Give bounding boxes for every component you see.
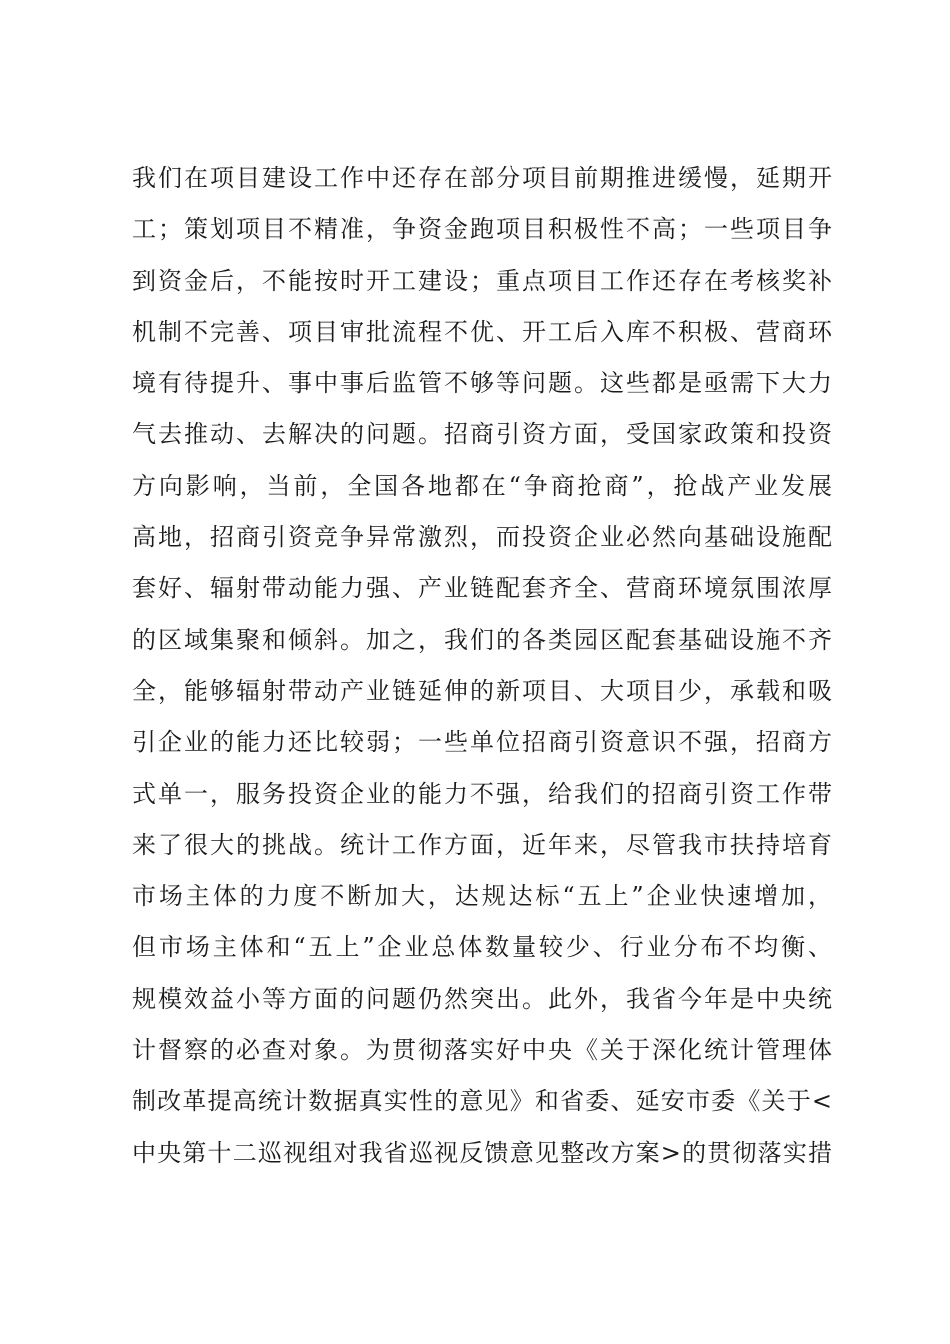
text-line-3: 到资金后，不能按时开工建设；重点项目工作还存在考核奖补 <box>132 266 832 295</box>
text-line-2: 工；策划项目不精准，争资金跑项目积极性不高；一些项目争 <box>132 215 832 244</box>
text-line-10: 的区域集聚和倾斜。加之，我们的各类园区配套基础设施不齐 <box>132 625 832 654</box>
text-line-8: 高地，招商引资竞争异常激烈，而投资企业必然向基础设施配 <box>132 523 832 552</box>
text-line-20: 中央第十二巡视组对我省巡视反馈意见整改方案>的贯彻落实措 <box>132 1138 832 1167</box>
text-line-14: 来了很大的挑战。统计工作方面，近年来，尽管我市扶持培育 <box>132 830 832 859</box>
text-line-17: 规模效益小等方面的问题仍然突出。此外，我省今年是中央统 <box>132 984 832 1013</box>
text-line-16: 但市场主体和“五上”企业总体数量较少、行业分布不均衡、 <box>132 933 832 962</box>
text-line-5: 境有待提升、事中事后监管不够等问题。这些都是亟需下大力 <box>132 369 832 398</box>
text-line-7: 方向影响，当前，全国各地都在“争商抢商”，抢战产业发展 <box>132 471 832 500</box>
text-line-9: 套好、辐射带动能力强、产业链配套齐全、营商环境氛围浓厚 <box>132 574 832 603</box>
text-line-1: 我们在项目建设工作中还存在部分项目前期推进缓慢，延期开 <box>132 164 832 192</box>
text-line-19: 制改革提高统计数据真实性的意见》和省委、延安市委《关于< <box>132 1087 832 1116</box>
text-line-11: 全，能够辐射带动产业链延伸的新项目、大项目少，承载和吸 <box>132 676 832 705</box>
text-line-4: 机制不完善、项目审批流程不优、开工后入库不积极、营商环 <box>132 317 832 346</box>
text-line-13: 式单一，服务投资企业的能力不强，给我们的招商引资工作带 <box>132 779 832 808</box>
text-line-18: 计督察的必查对象。为贯彻落实好中央《关于深化统计管理体 <box>132 1036 832 1065</box>
text-line-12: 引企业的能力还比较弱；一些单位招商引资意识不强，招商方 <box>132 728 832 757</box>
text-line-15: 市场主体的力度不断加大，达规达标“五上”企业快速增加， <box>132 882 832 911</box>
body-paragraph <box>132 153 832 1179</box>
text-line-6: 气去推动、去解决的问题。招商引资方面，受国家政策和投资 <box>132 420 832 449</box>
